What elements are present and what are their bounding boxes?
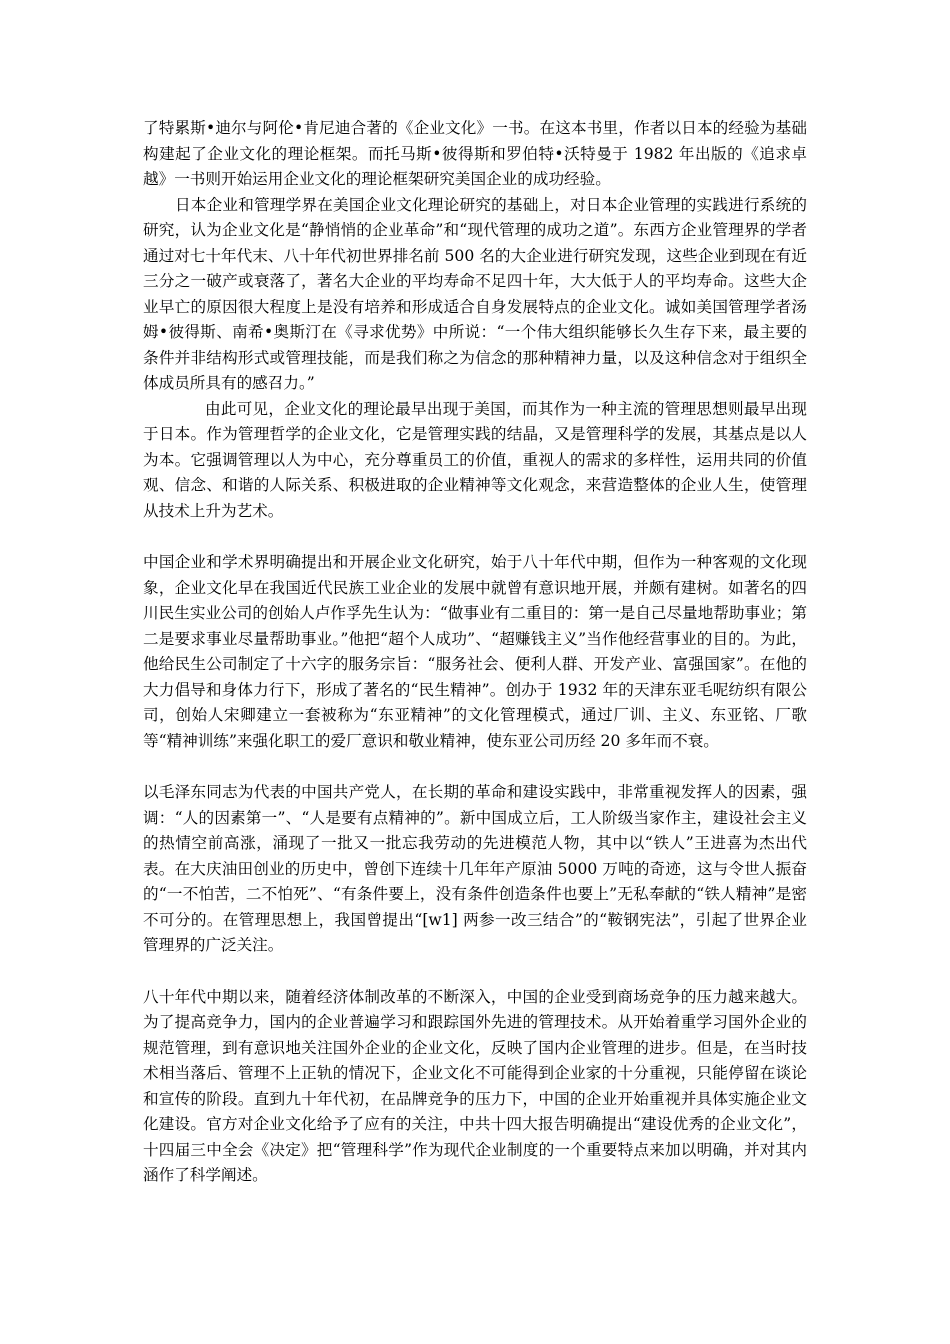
paragraph-gap — [143, 959, 807, 985]
paragraph-3: 由此可见，企业文化的理论最早出现于美国，而其作为一种主流的管理思想则最早出现于日本。作为管理哲学的企业文化，它是管理实践的结晶，又是管理科学的发展，其基点是以人为本。它强调管理以人为中心，充分尊重员工的价值，重视人的需求的多样性，运用共同的价值观、信念、和谐的人际关系、积极进取的企业精神等文化观念，来营造整体的企业人生，使管理从技术上升为艺术。 — [143, 399, 807, 520]
document-body — [143, 116, 807, 1189]
paragraph-4: 中国企业和学术界明确提出和开展企业文化研究，始于八十年代中期，但作为一种客观的文化现象，企业文化早在我国近代民族工业企业的发展中就曾有意识地开展，并颇有建树。如著名的四川民生实业公司的创始人卢作孚先生认为：“做事业有二重目的：第一是自己尽量地帮助事业；第二是要求事业尽量帮助事业。”他把“超个人成功”、“超赚钱主义”当作他经营事业的目的。为此，他给民生公司制定了十六字的服务宗旨：“服务社会、便利人群、开发产业、富强国家”。在他的大力倡导和身体力行下，形成了著名的“民生精神”。创办于 1932 年的天津东亚毛呢纺织有限公司，创始人宋卿建立一套被称为“东亚精神”的文化管理模式，通过厂训、主义、东亚铭、厂歌等“精神训练”来强化职工的爱厂意识和敬业精神，使东亚公司历经 20 多年而不衰。 — [143, 553, 807, 750]
paragraph-5: 以毛泽东同志为代表的中国共产党人，在长期的革命和建设实践中，非常重视发挥人的因素，强调：“人的因素第一”、“人是要有点精神的”。新中国成立后，工人阶级当家作主，建设社会主义的热情空前高涨，涌现了一批又一批忘我劳动的先进模范人物，其中以“铁人”王进喜为杰出代表。在大庆油田创业的历史中，曾创下连续十几年年产原油 5000 万吨的奇迹，这与令世人振奋的“一不怕苦，二不怕死”、“有条件要上，没有条件创造条件也要上”无私奉献的“铁人精神”是密不可分的。在管理思想上，我国曾提出“[w1] 两参一改三结合”的“鞍钢宪法”，引起了世界企业管理界的广泛关注。 — [143, 783, 807, 954]
paragraph-6: 八十年代中期以来，随着经济体制改革的不断深入，中国的企业受到商场竞争的压力越来越大。为了提高竞争力，国内的企业普遍学习和跟踪国外先进的管理技术。从开始着重学习国外企业的规范管理，到有意识地关注国外企业的企业文化，反映了国内企业管理的进步。但是，在当时技术相当落后、管理不上正轨的情况下，企业文化不可能得到企业家的十分重视，只能停留在谈论和宣传的阶段。直到九十年代初，在品牌竞争的压力下，中国的企业开始重视并具体实施企业文化建设。官方对企业文化给予了应有的关注，中共十四大报告明确提出“建设优秀的企业文化”，十四届三中全会《决定》把“管理科学”作为现代企业制度的一个重要特点来加以明确，并对其内涵作了科学阐述。 — [143, 987, 807, 1184]
paragraph-gap — [143, 754, 807, 780]
paragraph-gap — [143, 524, 807, 550]
paragraph-1: 了特累斯•迪尔与阿伦•肯尼迪合著的《企业文化》一书。在这本书里，作者以日本的经验为基础构建起了企业文化的理论框架。而托马斯•彼得斯和罗伯特•沃特曼于 1982 年出版的《追求卓越》一书则开始运用企业文化的理论框架研究美国企业的成功经验。 — [143, 119, 807, 188]
paragraph-2: 日本企业和管理学界在美国企业文化理论研究的基础上，对日本企业管理的实践进行系统的研究，认为企业文化是“静悄悄的企业革命”和“现代管理的成功之道”。东西方企业管理界的学者通过对七十年代末、八十年代初世界排名前 500 名的大企业进行研究发现，这些企业到现在有近三分之一破产或衰落了，著名大企业的平均寿命不足四十年，大大低于人的平均寿命。这些大企业早亡的原因很大程度上是没有培养和形成适合自身发展特点的企业文化。诚如美国管理学者汤姆•彼得斯、南希•奥斯汀在《寻求优势》中所说：“一个伟大组织能够长久生存下来，最主要的条件并非结构形式或管理技能，而是我们称之为信念的那种精神力量，以及这种信念对于组织全体成员所具有的感召力。” — [143, 195, 807, 392]
